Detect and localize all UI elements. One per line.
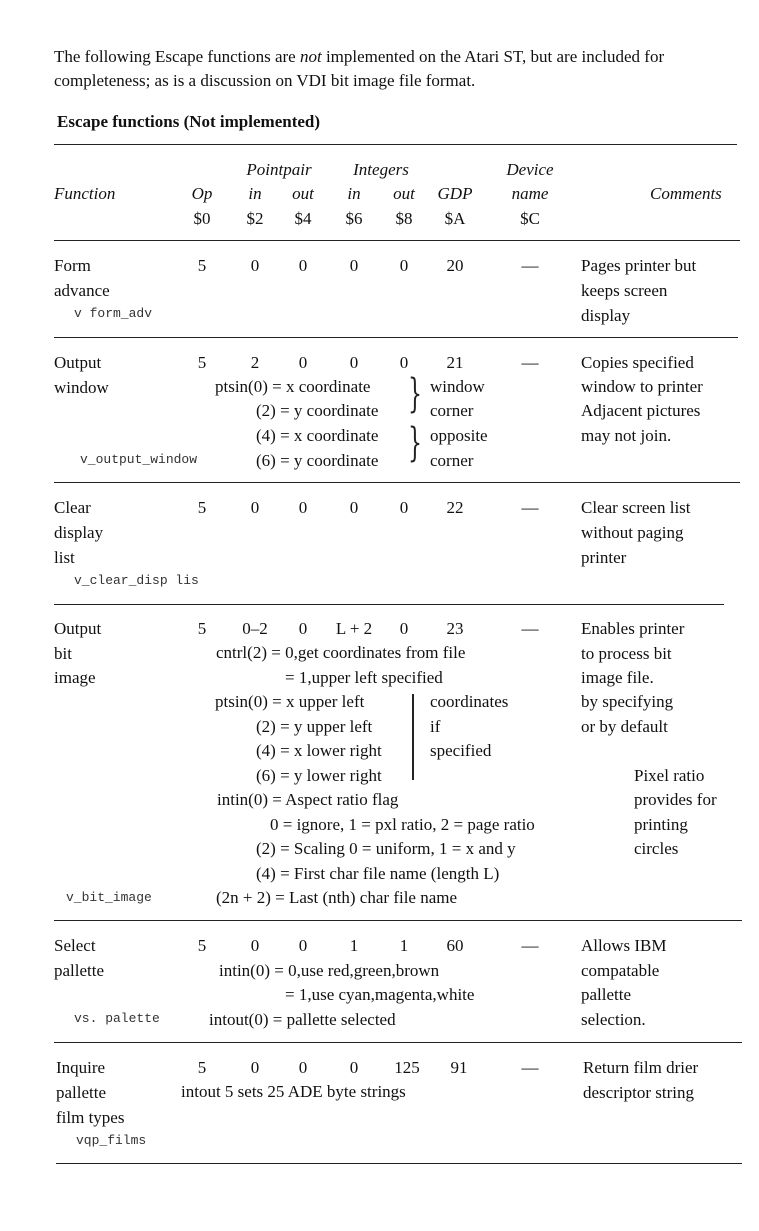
brace: }	[408, 371, 422, 417]
detail-line: (2) = Scaling 0 = uniform, 1 = x and y	[256, 839, 516, 858]
function-name: window	[54, 378, 109, 397]
comment-line: Enables printer	[581, 619, 685, 638]
comment-line: printing	[634, 815, 688, 834]
header-device: Device	[506, 160, 554, 179]
op-value: 5	[197, 619, 207, 638]
detail-line: = 1,upper left specified	[285, 668, 443, 687]
comment-line: printer	[581, 548, 627, 567]
function-name: bit	[54, 644, 72, 663]
ptsout-value: 0	[298, 353, 308, 372]
comment-line: Copies specified	[581, 353, 694, 372]
ptsout-value: 0	[298, 498, 308, 517]
detail-line: intin(0) = Aspect ratio flag	[217, 790, 399, 809]
header-bottom-rule	[54, 240, 740, 241]
header-gdp-offset: $A	[444, 209, 466, 228]
comment-line: without paging	[581, 523, 684, 542]
function-call: v_clear_disp lis	[74, 573, 199, 588]
header-integers-out: out	[393, 184, 415, 203]
header-function: Function	[54, 184, 116, 203]
comment-line: image file.	[581, 668, 654, 687]
comment-line: display	[581, 306, 631, 325]
gdp-value: 22	[446, 498, 464, 517]
intout-value: 0	[399, 619, 409, 638]
gdp-value: 60	[446, 936, 464, 955]
function-name: advance	[54, 281, 110, 300]
detail-line: (4) = x lower right	[256, 741, 382, 760]
ptsin-value: 0	[250, 256, 260, 275]
comment-line: pallette	[581, 985, 632, 1004]
gdp-value: 91	[450, 1058, 468, 1077]
detail-group-label: coordinates	[430, 692, 509, 711]
intin-value: 0	[349, 1058, 359, 1077]
header-iin-offset: $6	[345, 209, 363, 228]
ptsout-value: 0	[298, 936, 308, 955]
detail-group-label: if	[430, 717, 441, 736]
detail-line: ptsin(0) = x coordinate	[215, 377, 371, 396]
header-top-rule	[54, 144, 737, 145]
header-dev-offset: $C	[520, 209, 540, 228]
header-pout-offset: $4	[294, 209, 312, 228]
row-divider	[54, 920, 742, 921]
ptsout-value: 0	[298, 1058, 308, 1077]
comment-line: keeps screen	[581, 281, 668, 300]
function-name: Form	[54, 256, 91, 275]
detail-line: intout(0) = pallette selected	[209, 1010, 396, 1029]
ptsin-value: 0	[250, 936, 260, 955]
detail-line: (6) = y coordinate	[256, 451, 379, 470]
intout-value: 0	[399, 498, 409, 517]
detail-group-label: specified	[430, 741, 492, 760]
device-value: —	[521, 353, 539, 372]
bracket-line	[412, 694, 414, 780]
comment-line: provides for	[634, 790, 717, 809]
header-integers: Integers	[353, 160, 409, 179]
ptsin-value: 0	[250, 1058, 260, 1077]
comment-line: compatable	[581, 961, 660, 980]
header-op: Op	[191, 184, 213, 203]
function-name: Clear	[54, 498, 91, 517]
header-integers-in: in	[347, 184, 361, 203]
header-pointpair-in: in	[248, 184, 262, 203]
function-call: v_bit_image	[66, 890, 152, 905]
comment-line: selection.	[581, 1010, 646, 1029]
device-value: —	[521, 498, 539, 517]
detail-line: (2n + 2) = Last (nth) char file name	[216, 888, 458, 907]
function-name: film types	[56, 1108, 125, 1127]
comment-line: or by default	[581, 717, 668, 736]
function-name: Select	[54, 936, 96, 955]
detail-line: (2) = y coordinate	[256, 401, 379, 420]
function-name: Output	[54, 619, 102, 638]
comment-line: Pixel ratio	[634, 766, 705, 785]
detail-line: 0 = ignore, 1 = pxl ratio, 2 = page ratio	[270, 815, 535, 834]
function-name: pallette	[54, 961, 105, 980]
detail-group-label: opposite	[430, 426, 488, 445]
detail-line: (4) = x coordinate	[256, 426, 379, 445]
detail-line: intin(0) = 0,use red,green,brown	[219, 961, 440, 980]
header-iout-offset: $8	[395, 209, 413, 228]
op-value: 5	[197, 936, 207, 955]
intro-emphasis: not	[299, 47, 322, 66]
row-divider	[54, 482, 740, 483]
intin-value: 0	[349, 498, 359, 517]
gdp-value: 23	[446, 619, 464, 638]
detail-line: cntrl(2) = 0,get coordinates from file	[216, 643, 466, 662]
ptsout-value: 0	[298, 256, 308, 275]
device-value: —	[521, 256, 539, 275]
op-value: 5	[197, 353, 207, 372]
function-name: list	[54, 548, 75, 567]
comment-line: to process bit	[581, 644, 672, 663]
function-call: v form_adv	[74, 306, 153, 321]
function-call: vqp_films	[76, 1133, 147, 1148]
row-divider	[54, 1042, 742, 1043]
header-gdp: GDP	[437, 184, 473, 203]
detail-group-label: corner	[430, 401, 474, 420]
comment-line: circles	[634, 839, 679, 858]
intout-value: 0	[399, 256, 409, 275]
comment-line: may not join.	[581, 426, 672, 445]
ptsin-value: 2	[250, 353, 260, 372]
brace: }	[408, 420, 422, 466]
comment-line: Return film drier	[583, 1058, 699, 1077]
ptsin-value: 0–2	[242, 619, 268, 638]
intin-value: 1	[349, 936, 359, 955]
comment-line: Clear screen list	[581, 498, 691, 517]
comment-line: descriptor string	[583, 1083, 694, 1102]
header-pin-offset: $2	[246, 209, 264, 228]
intout-value: 0	[399, 353, 409, 372]
function-name: image	[54, 668, 96, 687]
comment-line: by specifying	[581, 692, 674, 711]
header-pointpair: Pointpair	[246, 160, 312, 179]
detail-line: = 1,use cyan,magenta,white	[285, 985, 475, 1004]
op-value: 5	[197, 256, 207, 275]
row-divider	[54, 604, 724, 605]
function-call: vs. palette	[74, 1011, 160, 1026]
detail-group-label: window	[430, 377, 485, 396]
header-pointpair-out: out	[292, 184, 314, 203]
section-title: Escape functions (Not implemented)	[57, 112, 321, 131]
ptsin-value: 0	[250, 498, 260, 517]
header-comments: Comments	[650, 184, 722, 203]
op-value: 5	[197, 498, 207, 517]
intout-value: 125	[394, 1058, 420, 1077]
detail-group-label: corner	[430, 451, 474, 470]
intin-value: 0	[349, 256, 359, 275]
intro-paragraph: The following Escape functions are not implemented on the Atari ST, but are included for completeness; as is a discussion on VDI bit image file format.	[54, 47, 665, 90]
intin-value: 0	[349, 353, 359, 372]
detail-line: (6) = y lower right	[256, 766, 382, 785]
header-device-name: name	[511, 184, 549, 203]
comment-line: Allows IBM	[581, 936, 667, 955]
comment-line: Adjacent pictures	[581, 401, 701, 420]
function-name: Inquire	[56, 1058, 106, 1077]
detail-line: (4) = First char file name (length L)	[256, 864, 500, 883]
detail-line: (2) = y upper left	[256, 717, 373, 736]
comment-line: Pages printer but	[581, 256, 697, 275]
op-value: 5	[197, 1058, 207, 1077]
header-op-offset: $0	[193, 209, 211, 228]
function-name: display	[54, 523, 104, 542]
table-bottom-rule	[56, 1163, 742, 1164]
intin-value: L + 2	[335, 619, 373, 638]
device-value: —	[521, 1058, 539, 1077]
gdp-value: 20	[446, 256, 464, 275]
intout-value: 1	[399, 936, 409, 955]
ptsout-value: 0	[298, 619, 308, 638]
device-value: —	[521, 619, 539, 638]
comment-line: window to printer	[581, 377, 703, 396]
row-divider	[54, 337, 738, 338]
function-name: Output	[54, 353, 102, 372]
gdp-value: 21	[446, 353, 464, 372]
function-name: pallette	[56, 1083, 107, 1102]
function-call: v_output_window	[80, 452, 198, 467]
detail-line: intout 5 sets 25 ADE byte strings	[181, 1082, 406, 1101]
detail-line: ptsin(0) = x upper left	[215, 692, 365, 711]
device-value: —	[521, 936, 539, 955]
